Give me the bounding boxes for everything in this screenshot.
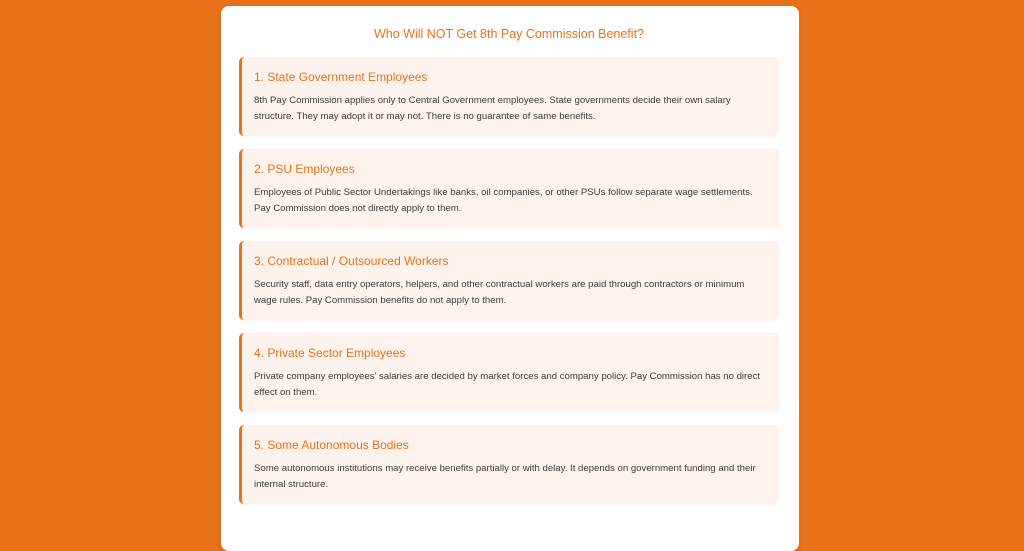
page-title: Who Will NOT Get 8th Pay Commission Benefit? (374, 27, 644, 41)
item-heading: 1. State Government Employees (254, 70, 428, 84)
list-item-state-government (239, 57, 779, 136)
item-heading: 4. Private Sector Employees (254, 346, 406, 360)
list-item-autonomous-bodies (239, 425, 779, 504)
list-item-private-sector (239, 333, 779, 412)
item-description: Employees of Public Sector Undertakings like banks, oil companies, or other PSUs follow separate wage settlements. Pay Commission does not directly apply to them. (254, 187, 753, 214)
exclusion-list (239, 57, 779, 504)
item-description: Security staff, data entry operators, helpers, and other contractual workers are paid through contractors or minimum wage rules. Pay Commission benefits do not apply to them. (254, 279, 745, 306)
item-heading: 2. PSU Employees (254, 162, 355, 176)
item-description: Some autonomous institutions may receive benefits partially or with delay. It depends on government funding and their internal structure. (254, 463, 756, 490)
list-item-contractual (239, 241, 779, 320)
item-heading: 5. Some Autonomous Bodies (254, 438, 409, 452)
item-description: Private company employees’ salaries are decided by market forces and company policy. Pay Commission has no direct effect on them. (254, 371, 761, 398)
list-item-psu (239, 149, 779, 228)
item-heading: 3. Contractual / Outsourced Workers (254, 254, 449, 268)
item-description: 8th Pay Commission applies only to Central Government employees. State governments decide their own salary structure. They may adopt it or may not. There is no guarantee of same benefits. (254, 95, 731, 122)
info-card (221, 6, 799, 551)
